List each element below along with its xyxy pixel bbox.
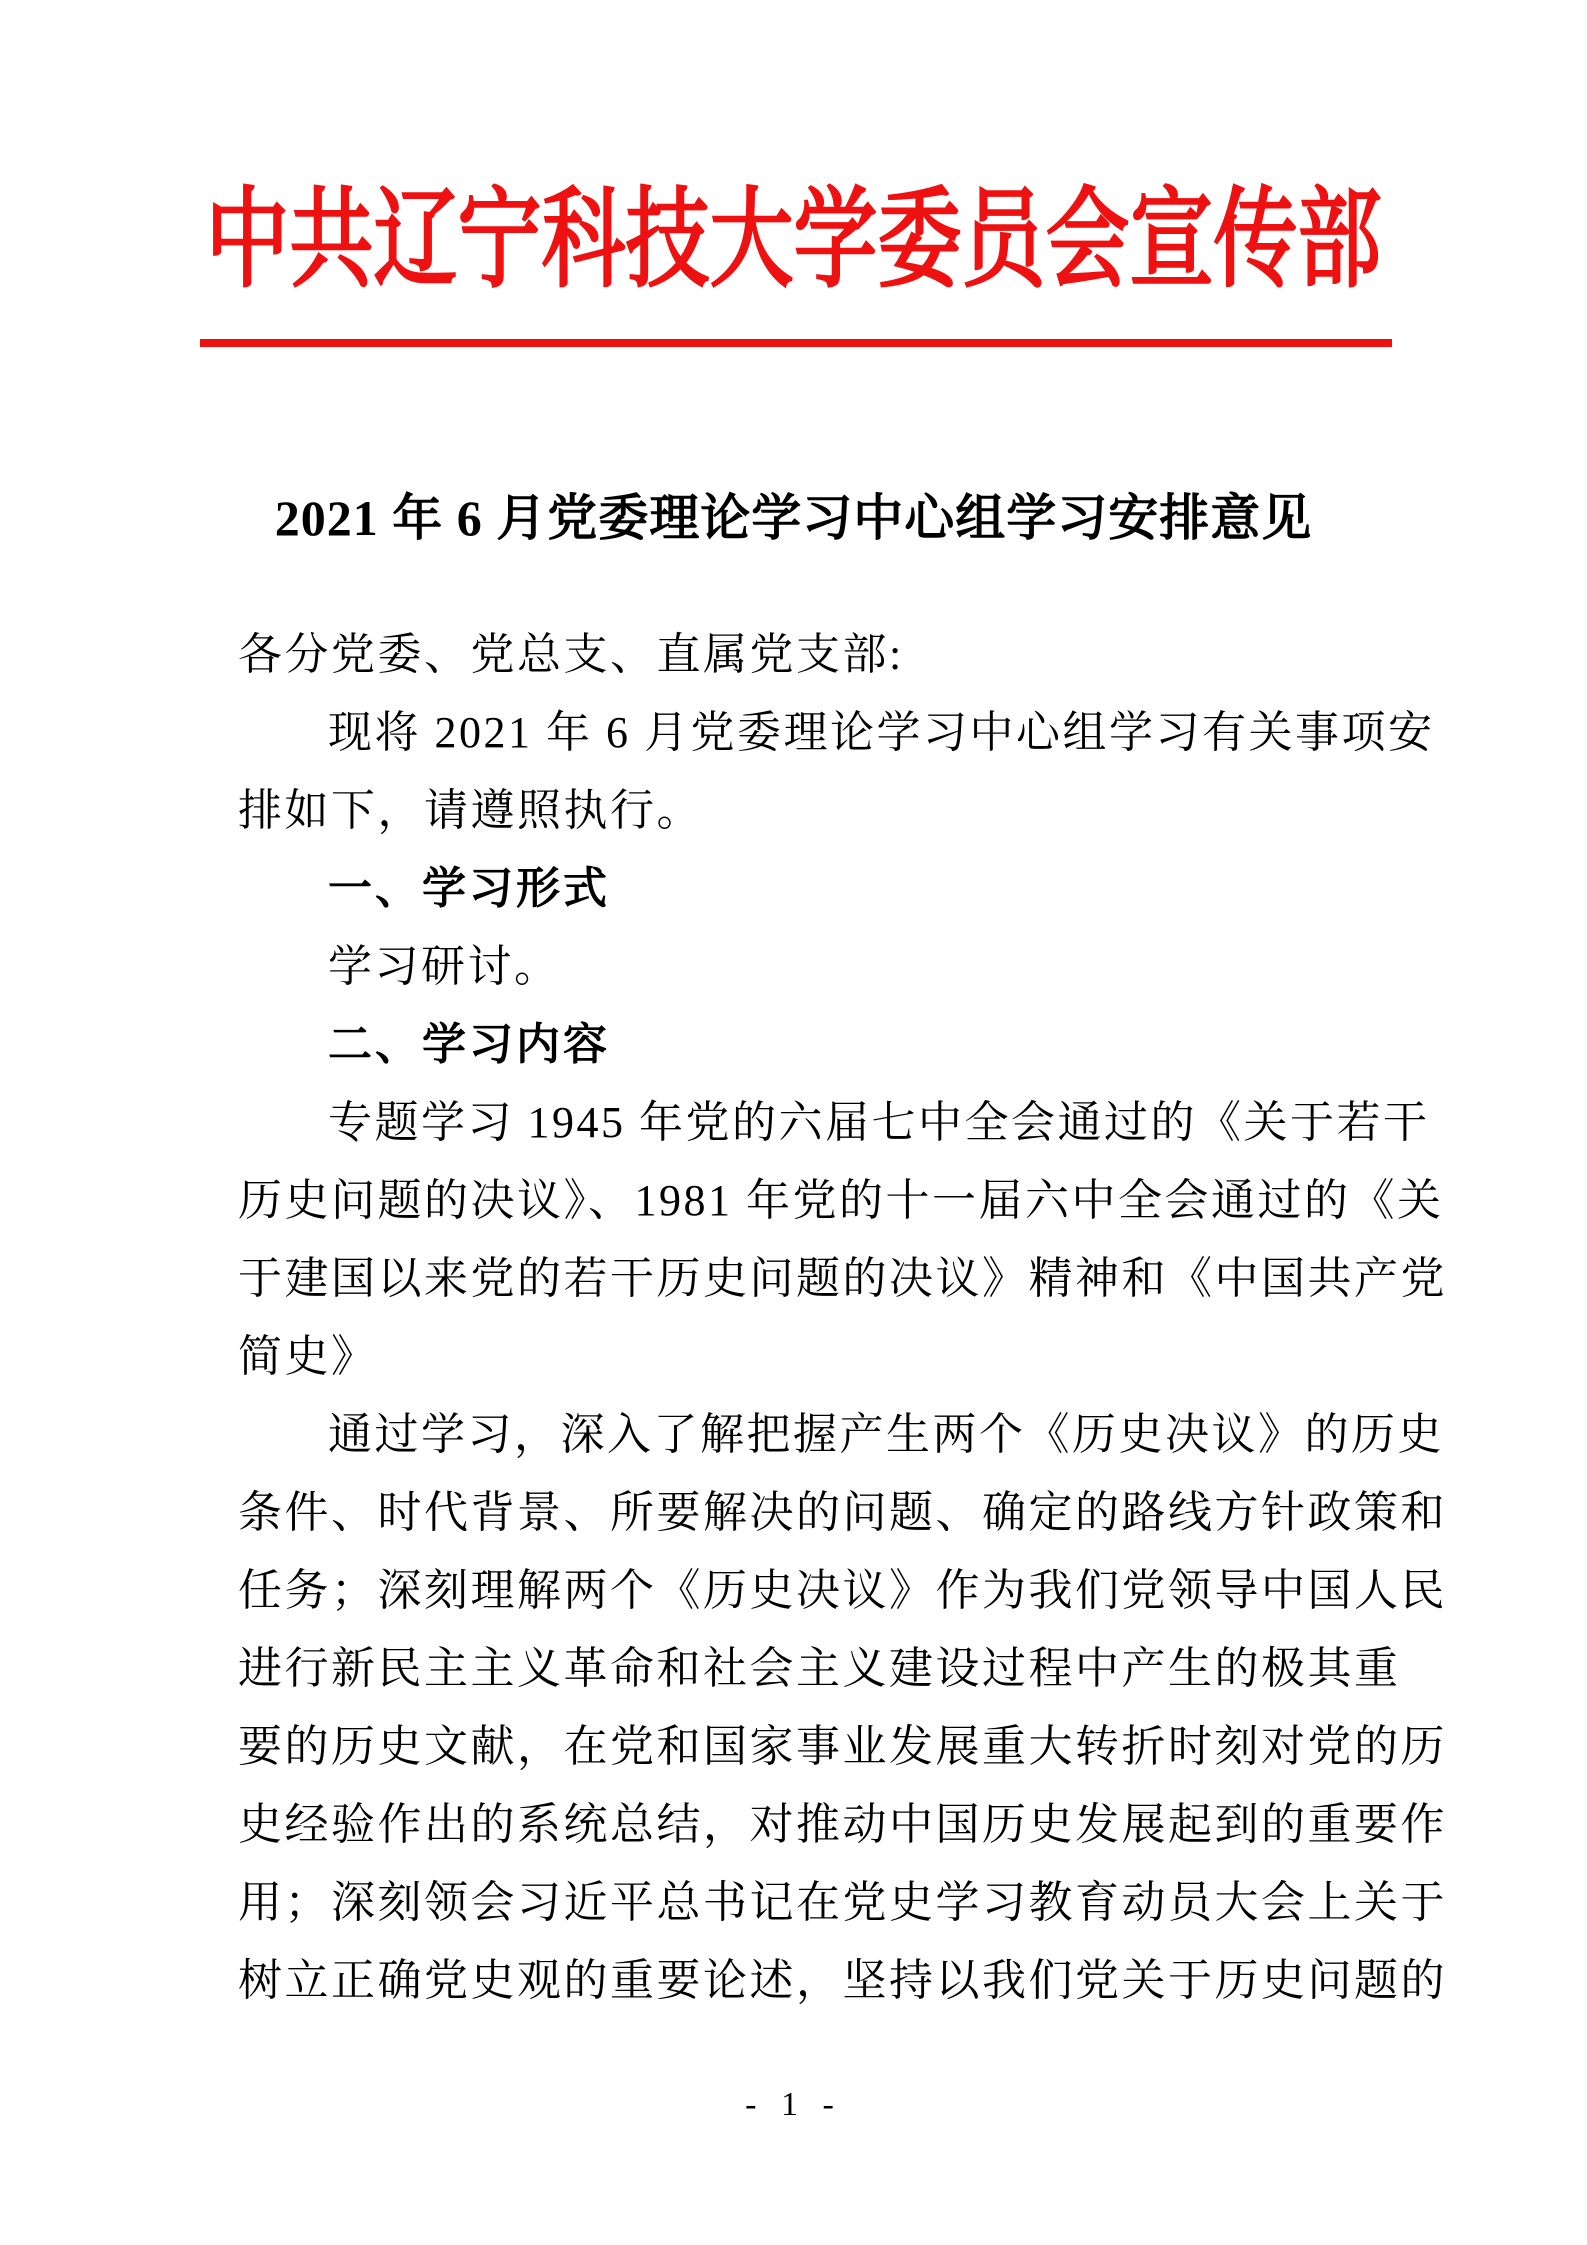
body-text-line: 用；深刻领会习近平总书记在党史学习教育动员大会上关于 bbox=[238, 1878, 1447, 1927]
document-title: 2021 年 6 月党委理论学习中心组学习安排意见 bbox=[274, 490, 1313, 546]
body-text-line: 各分党委、党总支、直属党支部: bbox=[238, 630, 904, 679]
body-text-line: 进行新民主主义革命和社会主义建设过程中产生的极其重 bbox=[238, 1644, 1401, 1693]
section-heading-line: 一、学习形式 bbox=[328, 864, 610, 913]
body-text-line: 排如下，请遵照执行。 bbox=[238, 786, 703, 835]
body-text-line: 树立正确党史观的重要论述，坚持以我们党关于历史问题的 bbox=[238, 1956, 1447, 2005]
body-text-line: 专题学习 1945 年党的六届七中全会通过的《关于若干 bbox=[328, 1098, 1430, 1147]
body-text-line: 简史》 bbox=[238, 1332, 378, 1381]
body-text-line: 学习研讨。 bbox=[328, 942, 561, 991]
body-text-line: 现将 2021 年 6 月党委理论学习中心组学习有关事项安 bbox=[328, 708, 1435, 757]
section-heading-line: 二、学习内容 bbox=[328, 1020, 610, 1069]
body-text-line: 于建国以来党的若干历史问题的决议》精神和《中国共产党 bbox=[238, 1254, 1447, 1303]
body-text-line: 史经验作出的系统总结，对推动中国历史发展起到的重要作 bbox=[238, 1800, 1447, 1849]
document-body bbox=[238, 616, 1453, 2020]
page-number: - 1 - bbox=[745, 2086, 842, 2123]
page-footer bbox=[0, 2086, 1587, 2124]
body-text-line: 历史问题的决议》、1981 年党的十一届六中全会通过的《关 bbox=[238, 1176, 1444, 1225]
body-text-line: 要的历史文献，在党和国家事业发展重大转折时刻对党的历 bbox=[238, 1722, 1447, 1771]
letterhead-divider bbox=[200, 339, 1392, 347]
body-text-line: 任务；深刻理解两个《历史决议》作为我们党领导中国人民 bbox=[238, 1566, 1447, 1615]
body-text-line: 通过学习，深入了解把握产生两个《历史决议》的历史 bbox=[328, 1410, 1444, 1459]
letterhead-org-name: 中共辽宁科技大学委员会宣传部 bbox=[205, 180, 1382, 302]
body-text-line: 条件、时代背景、所要解决的问题、确定的路线方针政策和 bbox=[238, 1488, 1447, 1537]
